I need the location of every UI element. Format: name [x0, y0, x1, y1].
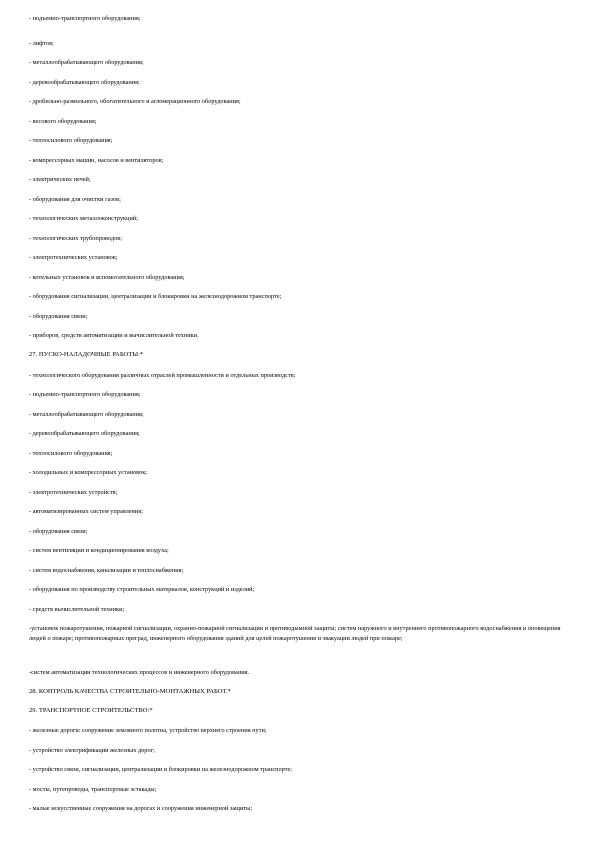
list-item: - подъемно-транспортного оборудования;	[29, 391, 141, 398]
list-item: - котельных установок и вспомогательного оборудования;	[29, 274, 185, 281]
list-item: - теплосилового оборудования;	[29, 137, 113, 144]
section-heading: 29. ТРАНСПОРТНОЕ СТРОИТЕЛЬСТВО:*	[29, 707, 153, 714]
list-item: - малые искусственные сооружения на дорогах и сооружения инженерной защиты;	[29, 805, 253, 812]
list-item: - подъемно-транспортного оборудования;	[29, 15, 141, 22]
list-item: - деревообрабатывающего оборудования;	[29, 430, 140, 437]
list-item: - приборов, средств автоматизации и вычислительной техники.	[29, 332, 199, 339]
list-item: - оборудования связи;	[29, 528, 88, 535]
list-item: - оборудования для очистки газов;	[29, 196, 121, 203]
list-item: - дробильно-размольного, обогатительного и агломерационного оборудования;	[29, 98, 241, 105]
list-item: - систем вентиляции и кондиционирования воздуха;	[29, 547, 169, 554]
list-item: - автоматизированных систем управления;	[29, 508, 143, 515]
list-item: - металлообрабатывающего оборудования;	[29, 59, 144, 66]
list-item: - электротехнических устройств;	[29, 489, 118, 496]
list-item: - металлообрабатывающего оборудования;	[29, 411, 144, 418]
list-item: - технологических металлоконструкций;	[29, 215, 138, 222]
list-item: - теплосилового оборудования;	[29, 450, 113, 457]
list-item: - электротехнических установок;	[29, 254, 118, 261]
list-item: - электрических печей;	[29, 176, 91, 183]
list-item: - холодильных и компрессорных установок;	[29, 469, 148, 476]
list-item: - систем водоснабжения, канализации и теплоснабжения;	[29, 567, 184, 574]
section-heading: 27. ПУСКО-НАЛАДОЧНЫЕ РАБОТЫ:*	[29, 351, 144, 358]
list-item: - средств вычислительной техники;	[29, 606, 125, 613]
list-item: - компрессорных машин, насосов и вентиляторов;	[29, 157, 164, 164]
list-item: - оборудования по производству строительных материалов, конструкций и изделий;	[29, 586, 255, 593]
list-item: - устройство связи, сигнализации, централизации и блокировки на железнодорожном транспорте;	[29, 766, 292, 773]
list-item: - лифтов;	[29, 40, 54, 47]
list-item: - железные дороги: сооружение земляного полотна, устройство верхнего строения пути;	[29, 727, 267, 734]
list-item: - оборудования сигнализации, централизации и блокировки на железнодорожном транспорте;	[29, 293, 282, 300]
list-item: - деревообрабатывающего оборудования;	[29, 79, 140, 86]
list-item: - мосты, путепроводы, транспортные эстакады;	[29, 786, 157, 793]
list-item: -систем автоматизации технологических процессов и инженерного оборудования.	[29, 669, 250, 676]
section-heading: 28. КОНТРОЛЬ КАЧЕСТВА СТРОИТЕЛЬНО-МОНТАЖНЫХ РАБОТ.*	[29, 688, 231, 695]
list-item: - оборудования связи;	[29, 313, 88, 320]
list-paragraph: -установок пожаротушения, пожарной сигнализации, охранно-пожарной сигнализации и противодымной защиты; систем наружного и внутреннего противопожарного водоснабжения и оповещения людей о пожаре; противопожарных преград, инженерного оборудования зданий для целей пожаротушения и эвакуации людей при пожаре;	[29, 625, 561, 642]
list-item: - устройство электрификации железных дорог;	[29, 747, 155, 754]
list-item: - технологического оборудования различных отраслей промышленности и отдельных производств;	[29, 372, 296, 379]
list-item: - технологических трубопроводов;	[29, 235, 122, 242]
list-item: - весового оборудования;	[29, 118, 97, 125]
